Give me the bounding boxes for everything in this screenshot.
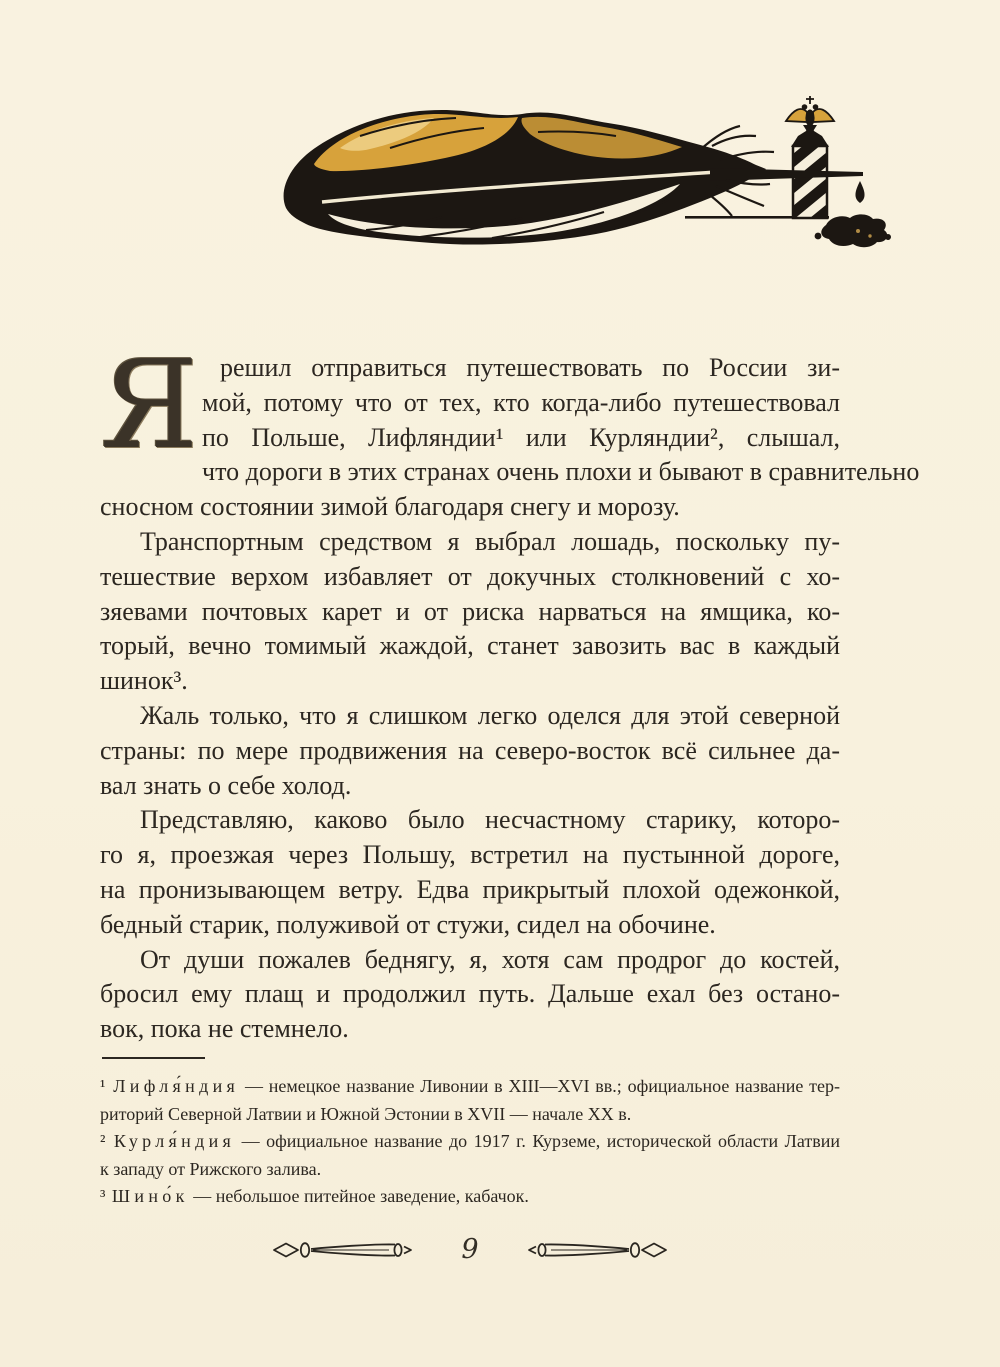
- body-line: зяевами почтовых карет и от риска нарваться на ямщика, ко-: [100, 596, 840, 626]
- main-text: [100, 334, 920, 1047]
- footnote-text: — официальное название до 1917 г. Курземе, исторической области Латвии: [241, 1131, 841, 1152]
- paragraph: [100, 334, 920, 525]
- footnote-marker: ³: [100, 1186, 106, 1207]
- footnote-marker: ¹: [100, 1076, 106, 1096]
- body-line: вок, пока не стемнело.: [100, 1014, 349, 1044]
- footnote-line: к западу от Рижского залива.: [100, 1158, 322, 1179]
- quill-feather: [284, 110, 863, 245]
- body-line: шинок³.: [100, 666, 188, 696]
- footnote-line: [100, 1128, 840, 1156]
- ink-drop: [855, 181, 864, 203]
- footnotes: [100, 1057, 840, 1211]
- quill-illustration: [270, 88, 900, 268]
- body-line: торый, вечно томимый жаждой, станет завозить вас в каждый: [100, 631, 840, 661]
- paragraph: [100, 943, 840, 1047]
- body-line: Транспортным средством я выбрал лошадь, поскольку пу-: [140, 526, 840, 556]
- body-line: вал знать о себе холод.: [100, 770, 352, 800]
- body-line: Жаль только, что я слишком легко оделся для этой северной: [140, 700, 840, 730]
- body-line: сносном состоянии зимой благодаря снегу и морозу.: [100, 492, 680, 522]
- footnote-text: — немецкое название Ливонии в XIII—XVI вв.; официальное название тер-: [244, 1076, 841, 1096]
- lance-ornament-right-icon: [523, 1238, 669, 1262]
- footnote-text: — небольшое питейное заведение, кабачок.: [193, 1186, 529, 1207]
- body-line: по Польше, Лифляндии¹ или Курляндии², слышал,: [202, 422, 840, 452]
- body-line: тешествие верхом избавляет от докучных столкновений с хо-: [100, 561, 840, 591]
- body-line: мой, потому что от тех, кто когда-либо путешествовал: [202, 387, 840, 417]
- body-line: бедный старик, полуживой от стужи, сидел на обочине.: [100, 909, 716, 939]
- footnote-line: [100, 1183, 840, 1211]
- footnote-term: Шино́к: [111, 1186, 189, 1207]
- footnote-line: [100, 1073, 840, 1101]
- body-line: Представляю, каково было несчастному старику, которо-: [140, 805, 840, 835]
- ink-blot: [815, 214, 891, 247]
- footnote-term: Курля́ндия: [113, 1131, 236, 1152]
- page-footer: [100, 1234, 840, 1265]
- paragraph: [100, 803, 840, 942]
- drop-cap: Я: [100, 334, 199, 476]
- body-line: решил отправиться путешествовать по России зи-: [220, 353, 840, 382]
- footnote-rule: [102, 1057, 205, 1059]
- double-headed-eagle-icon: [786, 96, 834, 136]
- paragraph: [100, 699, 840, 803]
- body-line: на пронизывающем ветру. Едва прикрытый плохой одежонкой,: [100, 874, 840, 904]
- verst-post: [791, 121, 829, 246]
- page-number: 9: [461, 1234, 479, 1265]
- body-line: бросил ему плащ и продолжил путь. Дальше ехал без остано-: [100, 979, 840, 1009]
- footnote-marker: ²: [100, 1131, 106, 1152]
- footnote-term: Лифля́ндия: [113, 1076, 240, 1096]
- body-line: страны: по мере продвижения на северо-восток всё сильнее да-: [100, 735, 840, 765]
- lance-ornament-left-icon: [271, 1238, 417, 1262]
- paragraph: [100, 525, 840, 699]
- body-line: От души пожалев беднягу, я, хотя сам продрог до костей,: [140, 944, 840, 974]
- body-line: го я, проезжая через Польшу, встретил на пустынной дороге,: [100, 840, 840, 870]
- body-line: что дороги в этих странах очень плохи и бывают в сравнительно: [202, 457, 920, 487]
- footnote-line: риторий Северной Латвии и Южной Эстонии в XVII — начале XX в.: [100, 1103, 632, 1124]
